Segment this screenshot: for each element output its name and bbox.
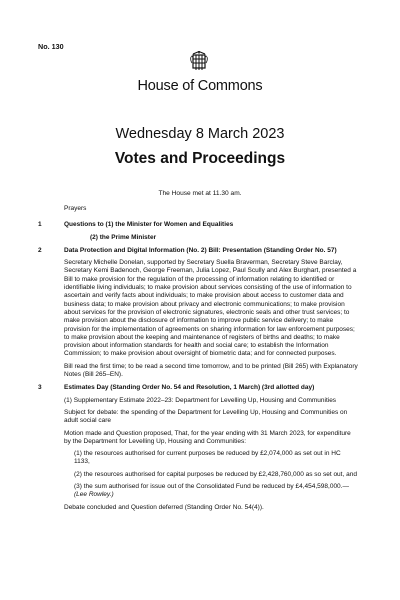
item-bill-presentation bbox=[38, 247, 358, 379]
motion-list-item: (2) the resources authorised for capital purposes be reduced by £2,428,760,000 as so set out, and bbox=[74, 470, 357, 478]
item-questions bbox=[38, 221, 358, 242]
item-heading-continued: (2) the Prime Minister bbox=[90, 233, 157, 241]
item-number: 3 bbox=[38, 384, 42, 392]
debate-subject: Subject for debate: the spending of the Department for Levelling Up, Housing and Communities on adult social care bbox=[64, 408, 348, 425]
house-name: House of Commons bbox=[137, 78, 263, 94]
estimate-title: (1) Supplementary Estimate 2022–23: Department for Levelling Up, Housing and Communities bbox=[64, 396, 337, 404]
issue-number: No. 130 bbox=[38, 42, 64, 51]
item-estimates-day bbox=[38, 384, 358, 512]
bill-description: Secretary Michelle Donelan, supported by Secretary Suella Braverman, Secretary Steve Barclay, Secretary Kemi Badenoch, George Freeman, Julia Lopez, Paul Scully and Alex Burghart, presented a Bill to make provision for the regulation of the processing of information relating to identified or identifiable living individuals; to make provision about services consisting of the use of information to ascertain and verify facts about individuals; to make provision about access to customer data and business data; to make provision about privacy and electronic communications; to make provision about services for the provision of electronic signatures, electronic seals and other trust services; to make provision about the disclosure of information to improve public service delivery; to make provision for the implementation of agreements on sharing information for law enforcement purposes; to make provision about the keeping and maintenance of registers of births and deaths; to make provision about information standards for health and social care; to establish the Information Commission; to make provision about oversight of biometric data; and for connected purposes. bbox=[64, 259, 357, 358]
proceedings-body bbox=[38, 205, 358, 517]
motion-text: Motion made and Question proposed, That, for the year ending with 31 March 2023, for expenditure by the Department for Levelling Up, Housing and Communities: bbox=[64, 429, 351, 445]
debate-outcome: Debate concluded and Question deferred (Standing Order No. 54(4)). bbox=[64, 503, 264, 511]
item-number: 1 bbox=[38, 221, 42, 229]
item-heading: Questions to (1) the Minister for Women and Equalities bbox=[64, 221, 234, 229]
motion-list-item: (1) the resources authorised for current purposes be reduced by £2,074,000 as set out in HC 1133, bbox=[74, 450, 341, 466]
motion-list-item bbox=[74, 483, 358, 500]
mover-name: (Lee Rowley.) bbox=[74, 491, 114, 499]
item-heading: Data Protection and Digital Information (No. 2) Bill: Presentation (Standing Order No. 57) bbox=[64, 246, 337, 254]
sitting-start: The House met at 11.30 am. bbox=[158, 190, 242, 197]
item-heading: Estimates Day (Standing Order No. 54 and Resolution, 1 March) (3rd allotted day) bbox=[64, 384, 315, 392]
item-number: 2 bbox=[38, 246, 42, 254]
motion-list bbox=[64, 450, 358, 499]
motion-list-item-text: (3) the sum authorised for issue out of the Consolidated Fund be reduced by £4,454,598,000.— bbox=[74, 483, 349, 491]
sitting-date: Wednesday 8 March 2023 bbox=[115, 126, 285, 142]
prayers: Prayers bbox=[64, 205, 87, 212]
bill-reading: Bill read the first time; to be read a second time tomorrow, and to be printed (Bill 265) with Explanatory Notes (Bill 265–EN). bbox=[64, 362, 358, 379]
portcullis-crest-icon bbox=[190, 51, 208, 73]
document-title: Votes and Proceedings bbox=[114, 150, 286, 167]
